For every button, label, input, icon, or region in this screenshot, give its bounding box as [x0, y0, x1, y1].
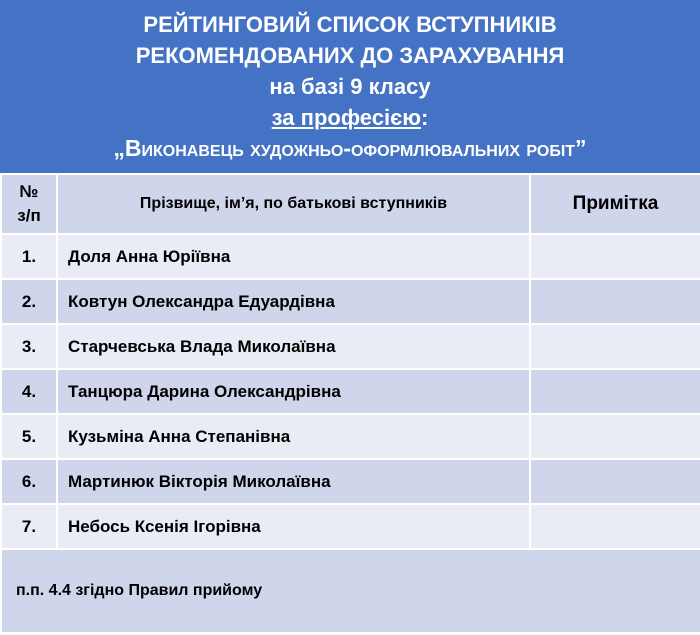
table-row: [1, 279, 700, 324]
title-line-1: РЕЙТИНГОВИЙ СПИСОК ВСТУПНИКІВ: [143, 12, 557, 37]
column-header-number-line-1: №: [19, 182, 39, 201]
footer-note: п.п. 4.4 згідно Правил прийому: [1, 549, 700, 633]
applicant-name: Ковтун Олександра Едуардівна: [57, 279, 530, 324]
column-header-number: [1, 174, 57, 234]
column-header-number-line-2: з/п: [17, 206, 41, 225]
row-number: 5.: [1, 414, 57, 459]
applicant-name: Старчевська Влада Миколаївна: [57, 324, 530, 369]
profession-name: „Виконавець художньо-оформлювальних робіт”: [113, 135, 587, 161]
title-line-2: РЕКОМЕНДОВАНИХ ДО ЗАРАХУВАННЯ: [135, 43, 565, 68]
row-number: 3.: [1, 324, 57, 369]
row-number: 7.: [1, 504, 57, 549]
row-note: [530, 414, 700, 459]
applicant-name: Танцюра Дарина Олександрівна: [57, 369, 530, 414]
applicants-table: [0, 173, 700, 634]
profession-label: за професією: [271, 105, 422, 130]
title-line-3: на базі 9 класу: [269, 74, 431, 99]
row-note: [530, 504, 700, 549]
row-number: 1.: [1, 234, 57, 279]
applicant-name: Кузьміна Анна Степанівна: [57, 414, 530, 459]
applicant-name: Мартинюк Вікторія Миколаївна: [57, 459, 530, 504]
profession-colon: :: [421, 105, 429, 130]
column-header-name: Прізвище, ім’я, по батькові вступників: [57, 174, 530, 234]
table-row: [1, 234, 700, 279]
row-number: 2.: [1, 279, 57, 324]
table-row: [1, 369, 700, 414]
row-note: [530, 324, 700, 369]
applicant-name: Небось Ксенія Ігорівна: [57, 504, 530, 549]
row-number: 6.: [1, 459, 57, 504]
row-note: [530, 234, 700, 279]
table-row: [1, 414, 700, 459]
title-line-4: [0, 102, 700, 133]
table-footer-row: [1, 549, 700, 633]
row-note: [530, 279, 700, 324]
table-row: [1, 459, 700, 504]
column-header-note: Примітка: [530, 174, 700, 234]
table-header-row: [1, 174, 700, 234]
title-banner: [0, 0, 700, 173]
row-note: [530, 459, 700, 504]
applicant-name: Доля Анна Юріївна: [57, 234, 530, 279]
table-row: [1, 324, 700, 369]
row-note: [530, 369, 700, 414]
row-number: 4.: [1, 369, 57, 414]
table-row: [1, 504, 700, 549]
